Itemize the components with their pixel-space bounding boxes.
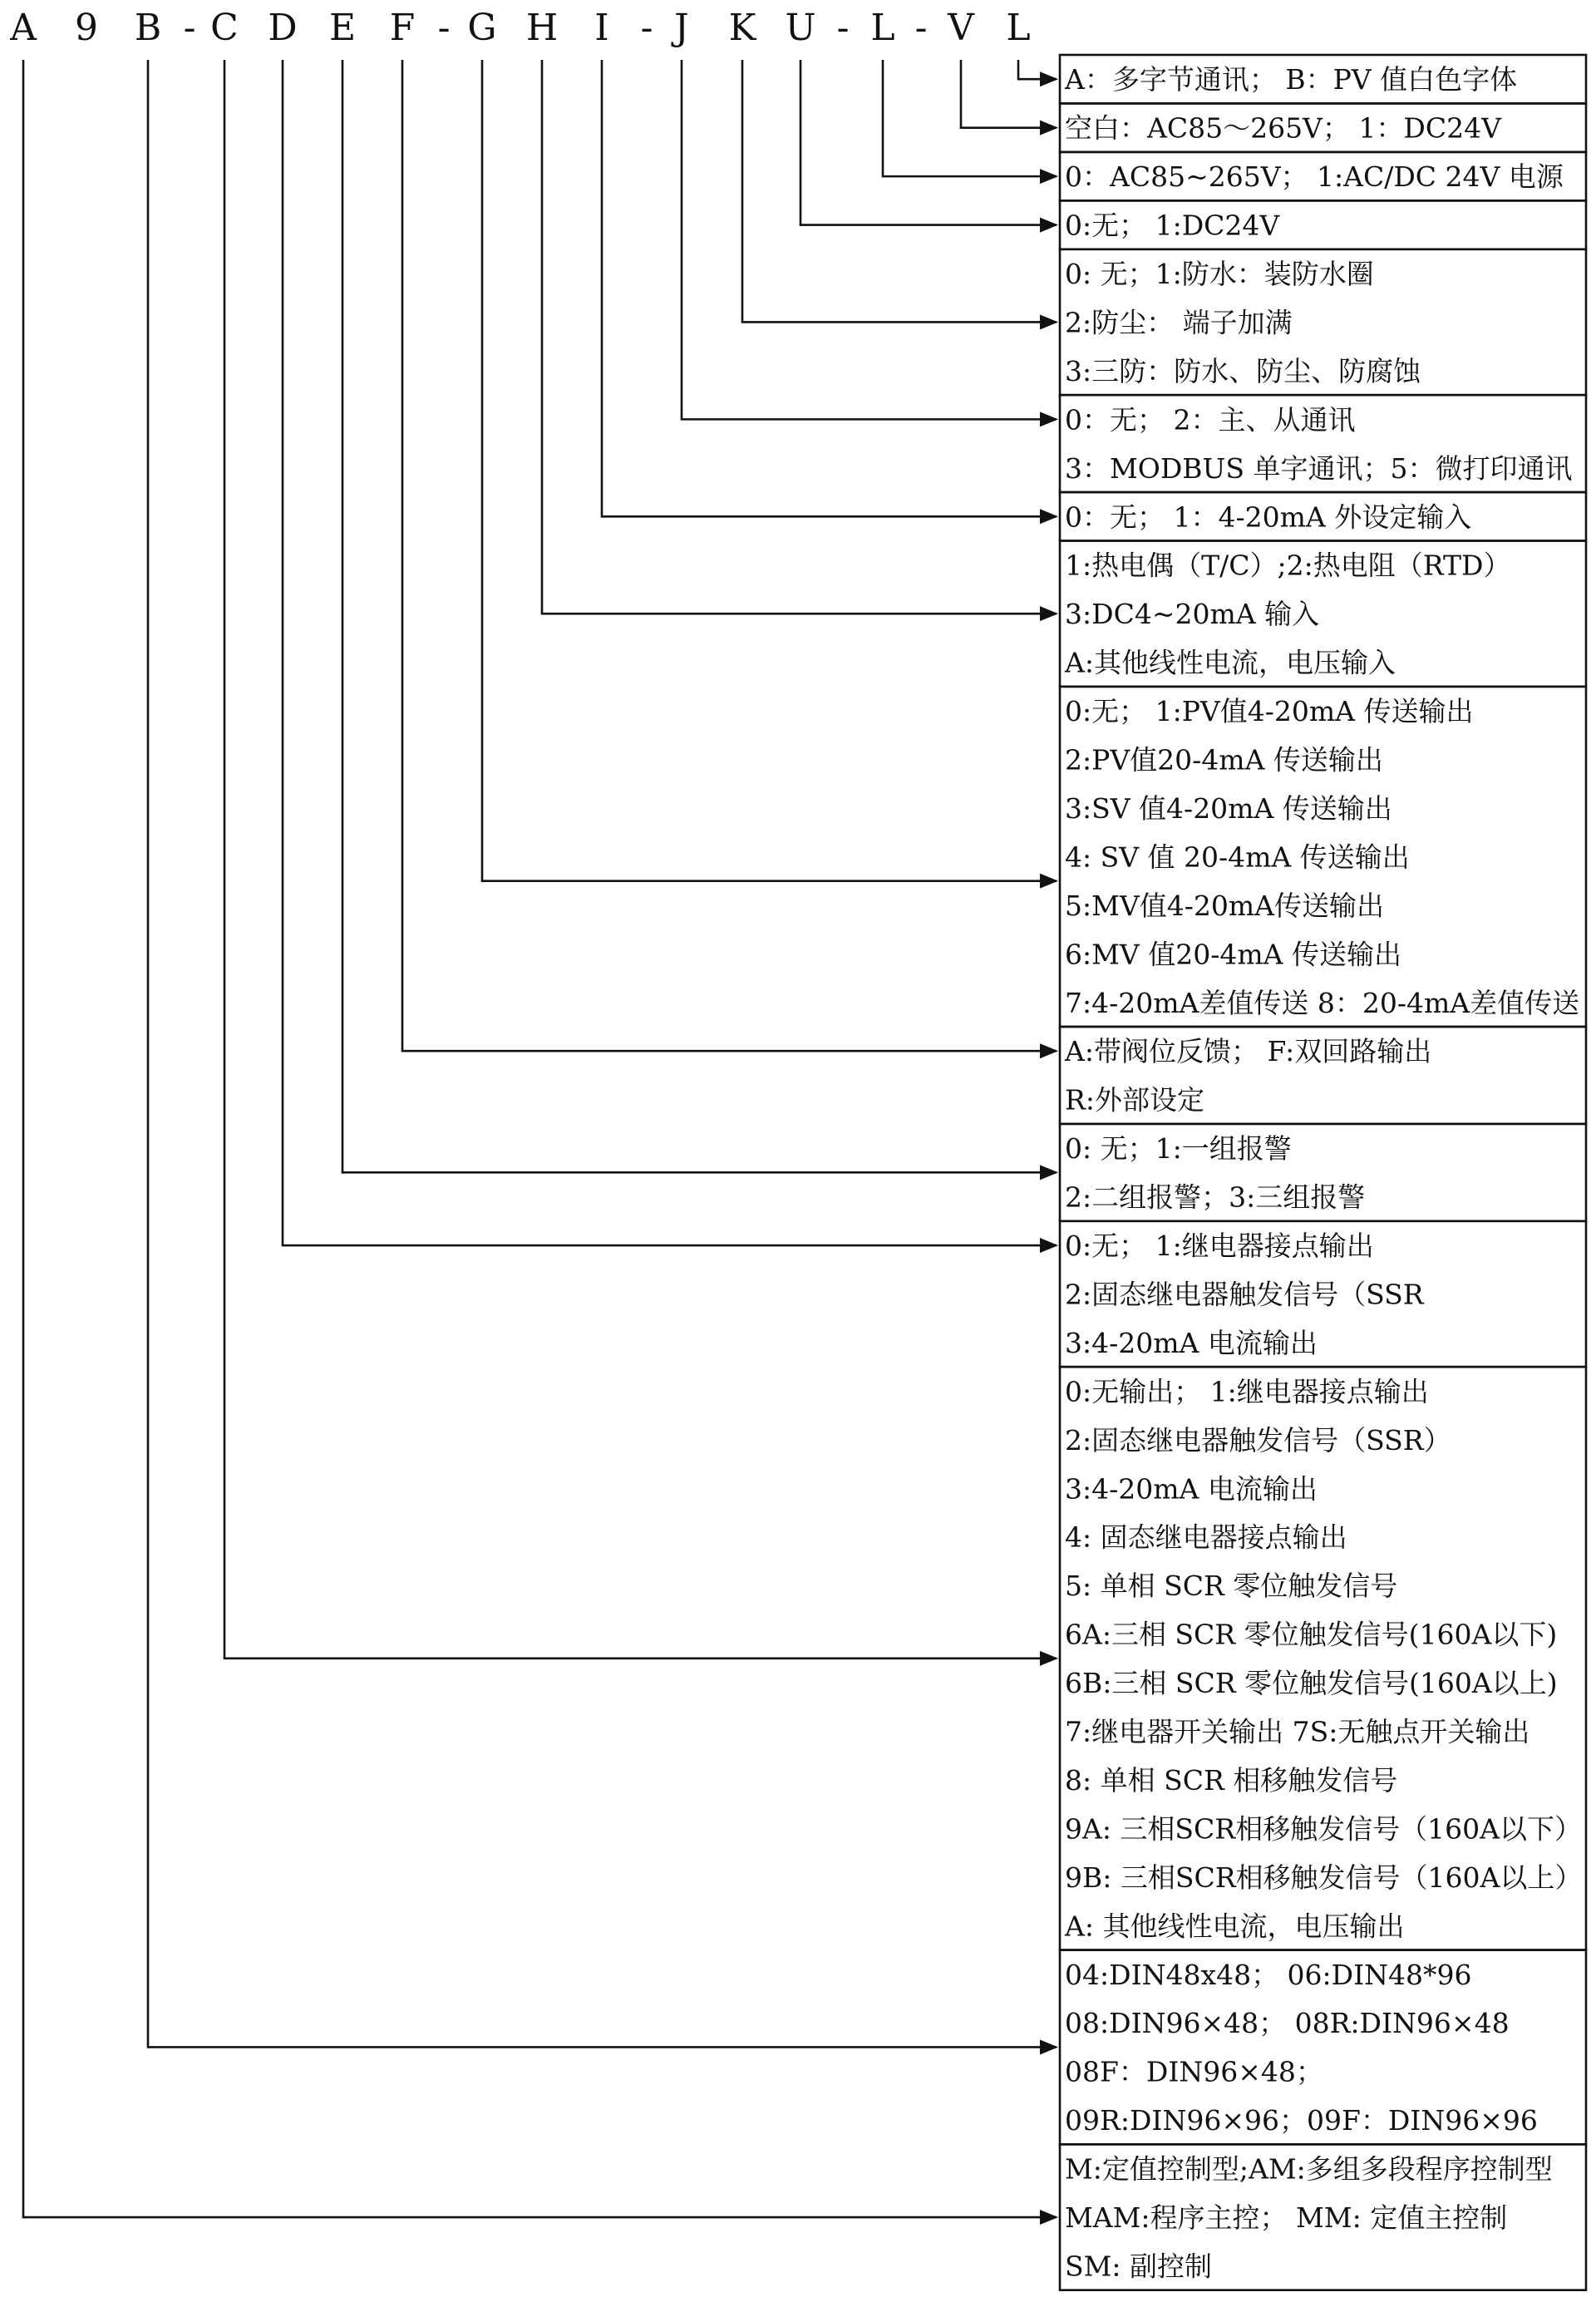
option-row: 0:无； 1:DC24V [1065,209,1280,242]
option-row: 0: 无；1:防水：装防水圈 [1065,258,1374,291]
connector-lines [23,60,1058,2225]
option-row: SM: 副控制 [1065,2250,1213,2283]
connector-line [283,60,1057,1245]
option-row: 3:4-20mA 电流输出 [1065,1326,1318,1359]
code-letter-14: K [728,7,756,49]
option-row: 3:4-20mA 电流输出 [1065,1472,1318,1506]
option-row: 6A:三相 SCR 零位触发信号(160A以下) [1065,1618,1558,1651]
code-letter-10: H [525,7,559,49]
option-row: 7:4-20mA差值传送 8：20-4mA差值传送 [1065,986,1580,1019]
option-row: 2:固态继电器触发信号（SSR） [1065,1423,1451,1457]
option-row: 5: 单相 SCR 零位触发信号 [1065,1570,1398,1603]
arrowhead-icon [1040,874,1058,889]
option-row: 09R:DIN96×96；09F：DIN96×96 [1065,2104,1538,2137]
code-letter-5: D [268,7,298,49]
code-letter-2: B [134,7,162,49]
option-group-e [1060,1124,1586,1221]
option-row: 9A: 三相SCR相移触发信号（160A以下） [1065,1812,1582,1846]
connector-line [742,60,1057,322]
option-group-g [1060,687,1586,1027]
code-separator: - [640,7,653,49]
arrowhead-icon [1040,412,1058,426]
option-group-l [1060,152,1586,200]
arrowhead-icon [1040,1238,1058,1253]
option-row: 0：无； 1：4-20mA 外设定输入 [1065,500,1472,534]
option-group-v [1060,103,1586,151]
code-letter-0: A [10,7,37,49]
arrowhead-icon [1040,2039,1058,2054]
option-row: 6:MV 值20-4mA 传送输出 [1065,938,1401,971]
connector-line [402,60,1057,1051]
option-row: 0: 无；1:一组报警 [1065,1132,1292,1166]
code-letter-15: U [785,7,816,49]
code-letter-11: I [594,7,609,49]
arrowhead-icon [1040,314,1058,329]
option-row: 9B: 三相SCR相移触发信号（160A以上） [1065,1861,1583,1894]
option-row: 0:无； 1:继电器接点输出 [1065,1230,1374,1263]
arrowhead-icon [1040,121,1058,136]
code-separator: - [836,7,850,49]
connector-line [883,60,1057,176]
code-separator: - [183,7,196,49]
arrowhead-icon [1040,218,1058,233]
option-row: 1:热电偶（T/C）;2:热电阻（RTD） [1065,549,1511,582]
option-group-l [1060,55,1586,103]
connector-line [961,60,1057,128]
connector-line [542,60,1057,614]
option-row: 3:三防：防水、防尘、防腐蚀 [1065,354,1421,387]
option-row: 04:DIN48x48； 06:DIN48*96 [1065,1958,1472,1991]
code-separator: - [437,7,451,49]
connector-line [23,60,1057,2217]
option-row: A：多字节通讯； B：PV 值白色字体 [1065,63,1518,96]
code-letter-17: L [870,7,895,49]
option-row: 8: 单相 SCR 相移触发信号 [1065,1763,1398,1797]
option-row: 0:无输出； 1:继电器接点输出 [1065,1375,1429,1408]
option-group-d [1060,1221,1586,1367]
code-letter-19: V [948,7,974,49]
option-row: 7:继电器开关输出 7S:无触点开关输出 [1065,1715,1530,1748]
code-letter-6: E [328,7,357,49]
arrowhead-icon [1040,169,1058,184]
connector-line [482,60,1057,881]
option-row: R:外部设定 [1065,1083,1204,1116]
option-row: 2:二组报警；3:三组报警 [1065,1181,1366,1214]
option-group-b [1060,1950,1586,2145]
option-row: 2:PV值20-4mA 传送输出 [1065,743,1383,776]
option-group-c [1060,1367,1586,1949]
option-row: 5:MV值4-20mA传送输出 [1065,889,1384,922]
connector-line [682,60,1057,419]
option-row: MAM:程序主控； MM: 定值主控制 [1065,2201,1508,2235]
code-letter-7: F [389,7,416,49]
option-boxes [1060,55,1586,2290]
arrowhead-icon [1040,1165,1058,1180]
arrowhead-icon [1040,1043,1058,1058]
code-separator: - [914,7,928,49]
code-letter-1: 9 [75,7,98,49]
option-row: A:其他线性电流，电压输入 [1065,646,1396,679]
option-row: 6B:三相 SCR 零位触发信号(160A以上) [1065,1667,1558,1700]
code-letter-20: L [1006,7,1031,49]
connector-line [342,60,1057,1172]
option-row: M:定值控制型;AM:多组多段程序控制型 [1065,2152,1553,2186]
connector-line [224,60,1057,1659]
connector-line [800,60,1057,225]
arrowhead-icon [1040,606,1058,621]
code-letter-13: J [674,7,689,49]
option-row: 4: SV 值 20-4mA 传送输出 [1065,840,1410,874]
model-code-row [9,7,1031,49]
option-row: A: 其他线性电流，电压输出 [1065,1910,1405,1943]
option-group-a [1060,2144,1586,2290]
option-group-i [1060,492,1586,540]
option-row: 0：无； 2：主、从通讯 [1065,403,1356,436]
arrowhead-icon [1040,71,1058,86]
option-row: 3：MODBUS 单字通讯；5：微打印通讯 [1065,451,1573,485]
option-group-f [1060,1027,1586,1124]
code-letter-4: C [210,7,239,49]
option-row: 2:固态继电器触发信号（SSR [1065,1278,1424,1311]
option-group-k [1060,249,1586,395]
option-row: 空白：AC85～265V； 1：DC24V [1065,111,1501,145]
option-row: 3:SV 值4-20mA 传送输出 [1065,791,1392,825]
option-row: 4: 固态继电器接点输出 [1065,1521,1347,1554]
option-row: 2:防尘： 端子加满 [1065,306,1293,339]
option-row: 0:无； 1:PV值4-20mA 传送输出 [1065,695,1474,728]
option-row: A:带阀位反馈； F:双回路输出 [1065,1035,1432,1068]
option-group-h [1060,541,1586,687]
option-row: 08F：DIN96×48； [1065,2055,1323,2088]
option-group-u [1060,200,1586,249]
arrowhead-icon [1040,509,1058,524]
option-row: 0：AC85~265V； 1:AC/DC 24V 电源 [1065,160,1564,194]
arrowhead-icon [1040,2210,1058,2225]
option-group-j [1060,395,1586,492]
code-letter-9: G [467,7,497,49]
arrowhead-icon [1040,1651,1058,1666]
option-row: 08:DIN96×48； 08R:DIN96×48 [1065,2007,1510,2040]
option-row: 3:DC4~20mA 输入 [1065,598,1320,631]
